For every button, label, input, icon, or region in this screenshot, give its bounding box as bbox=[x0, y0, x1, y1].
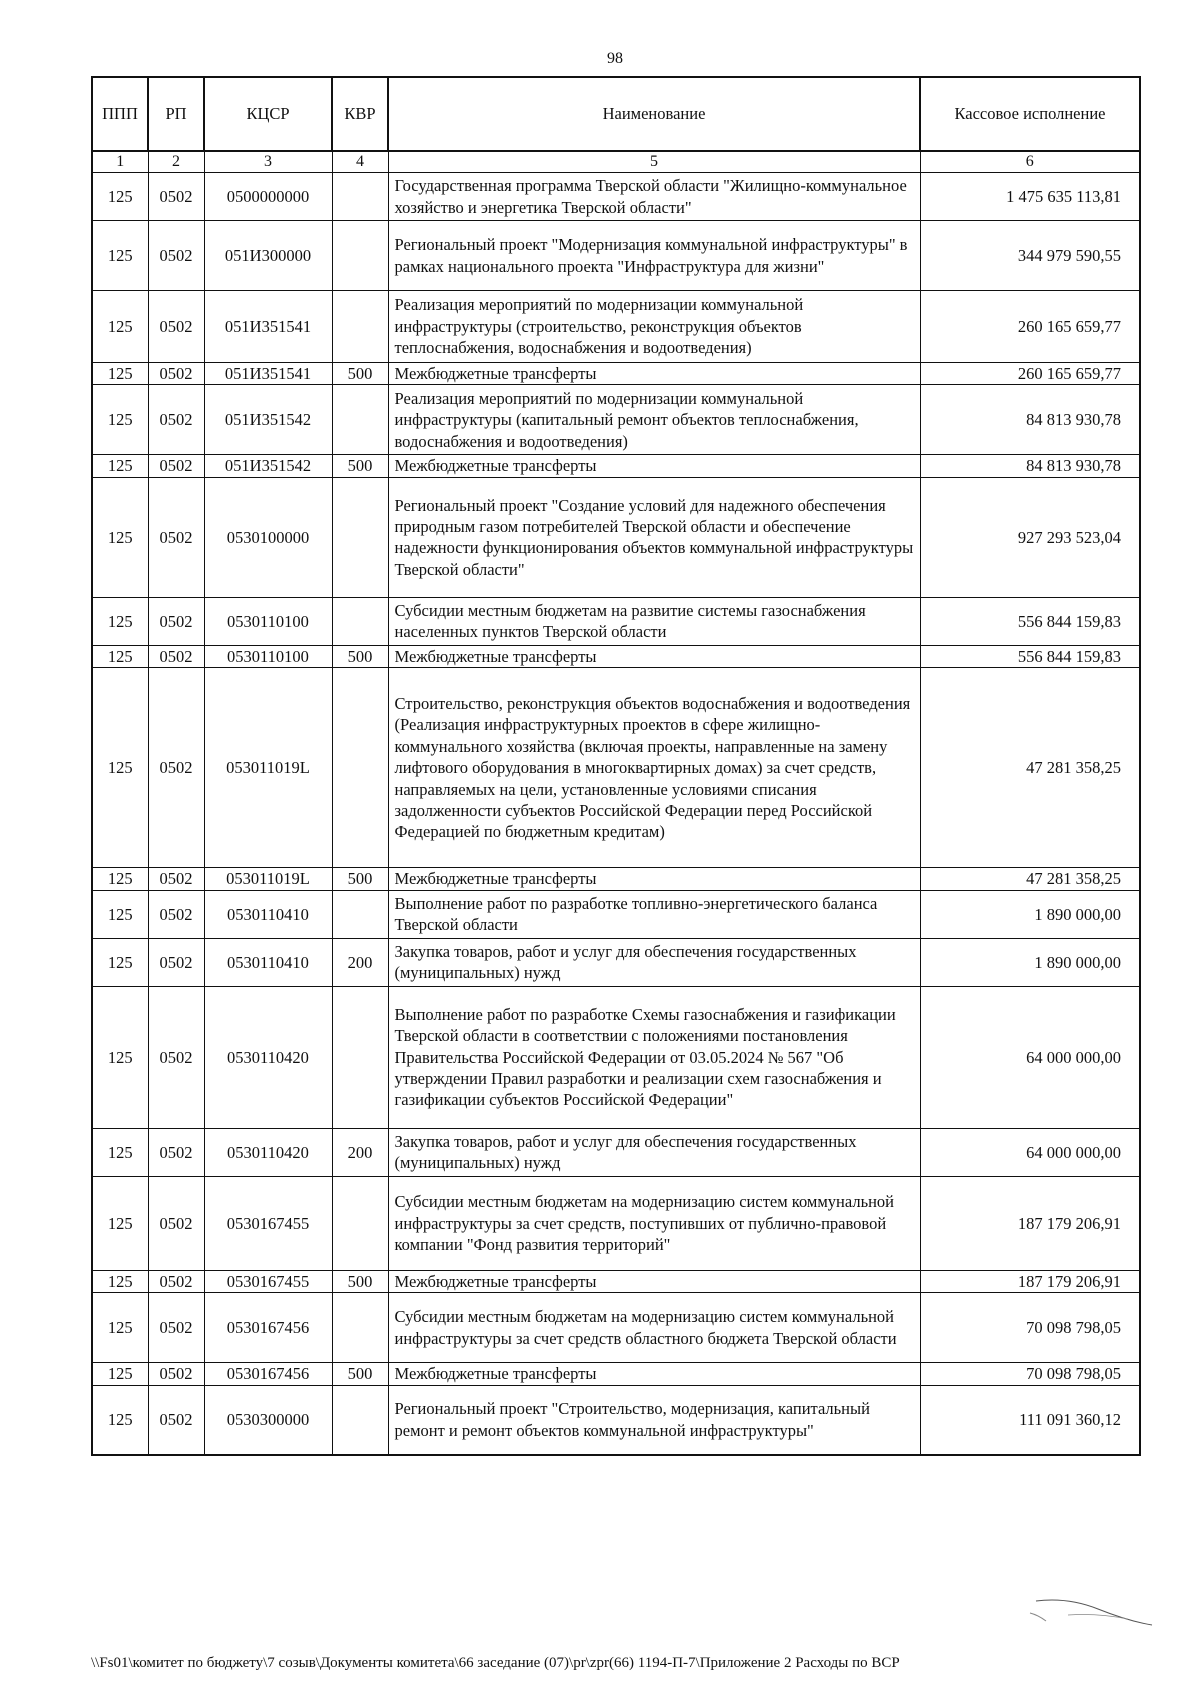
cell-name: Реализация мероприятий по модернизации коммунальной инфраструктуры (капитальный ремонт объектов теплоснабжения, водоснабжения и водоотведения) bbox=[388, 385, 920, 455]
table-row bbox=[92, 363, 1140, 385]
cell-ppp: 125 bbox=[92, 1363, 148, 1385]
cell-amount: 84 813 930,78 bbox=[920, 385, 1140, 455]
table-row bbox=[92, 668, 1140, 868]
cell-kcsr: 053011019L bbox=[204, 668, 332, 868]
column-number: 5 bbox=[388, 151, 920, 173]
cell-ppp: 125 bbox=[92, 868, 148, 890]
cell-kvr bbox=[332, 890, 388, 938]
cell-kcsr: 051И351542 bbox=[204, 385, 332, 455]
table-row bbox=[92, 1270, 1140, 1292]
column-header-ppp: ППП bbox=[92, 77, 148, 151]
cell-name: Государственная программа Тверской области "Жилищно-коммунальное хозяйство и энергетика Тверской области" bbox=[388, 173, 920, 221]
table-row bbox=[92, 385, 1140, 455]
cell-name: Межбюджетные трансферты bbox=[388, 645, 920, 667]
cell-name: Межбюджетные трансферты bbox=[388, 363, 920, 385]
cell-ppp: 125 bbox=[92, 890, 148, 938]
cell-amount: 1 890 000,00 bbox=[920, 890, 1140, 938]
table-row bbox=[92, 455, 1140, 477]
cell-kcsr: 0530167455 bbox=[204, 1176, 332, 1270]
cell-ppp: 125 bbox=[92, 1270, 148, 1292]
cell-amount: 187 179 206,91 bbox=[920, 1176, 1140, 1270]
cell-rp: 0502 bbox=[148, 1270, 204, 1292]
cell-rp: 0502 bbox=[148, 455, 204, 477]
cell-kvr bbox=[332, 477, 388, 597]
cell-amount: 260 165 659,77 bbox=[920, 291, 1140, 363]
table-row bbox=[92, 938, 1140, 986]
cell-rp: 0502 bbox=[148, 363, 204, 385]
cell-name: Субсидии местным бюджетам на развитие системы газоснабжения населенных пунктов Тверской области bbox=[388, 597, 920, 645]
table-row bbox=[92, 1293, 1140, 1363]
cell-rp: 0502 bbox=[148, 173, 204, 221]
cell-kvr bbox=[332, 221, 388, 291]
table-row bbox=[92, 890, 1140, 938]
cell-ppp: 125 bbox=[92, 455, 148, 477]
cell-kcsr: 0530100000 bbox=[204, 477, 332, 597]
cell-rp: 0502 bbox=[148, 1385, 204, 1455]
table-body bbox=[92, 173, 1140, 1456]
cell-kcsr: 051И351541 bbox=[204, 291, 332, 363]
table-row bbox=[92, 645, 1140, 667]
column-number: 3 bbox=[204, 151, 332, 173]
cell-amount: 64 000 000,00 bbox=[920, 1128, 1140, 1176]
cell-amount: 64 000 000,00 bbox=[920, 986, 1140, 1128]
signature-mark-icon bbox=[1028, 1595, 1158, 1635]
table-row bbox=[92, 477, 1140, 597]
cell-name: Межбюджетные трансферты bbox=[388, 1270, 920, 1292]
cell-name: Выполнение работ по разработке топливно-энергетического баланса Тверской области bbox=[388, 890, 920, 938]
column-header-kvr: КВР bbox=[332, 77, 388, 151]
cell-name: Субсидии местным бюджетам на модернизацию систем коммунальной инфраструктуры за счет средств областного бюджета Тверской области bbox=[388, 1293, 920, 1363]
cell-ppp: 125 bbox=[92, 1293, 148, 1363]
cell-name: Закупка товаров, работ и услуг для обеспечения государственных (муниципальных) нужд bbox=[388, 938, 920, 986]
cell-ppp: 125 bbox=[92, 986, 148, 1128]
cell-kcsr: 0530110410 bbox=[204, 938, 332, 986]
column-header-amount: Кассовое исполнение bbox=[920, 77, 1140, 151]
cell-kcsr: 0500000000 bbox=[204, 173, 332, 221]
cell-amount: 1 475 635 113,81 bbox=[920, 173, 1140, 221]
cell-kvr bbox=[332, 597, 388, 645]
cell-amount: 47 281 358,25 bbox=[920, 868, 1140, 890]
cell-name: Межбюджетные трансферты bbox=[388, 455, 920, 477]
table-row bbox=[92, 1128, 1140, 1176]
cell-kvr: 200 bbox=[332, 1128, 388, 1176]
cell-amount: 84 813 930,78 bbox=[920, 455, 1140, 477]
cell-amount: 70 098 798,05 bbox=[920, 1363, 1140, 1385]
cell-kvr bbox=[332, 291, 388, 363]
cell-name: Субсидии местным бюджетам на модернизацию систем коммунальной инфраструктуры за счет средств, поступивших от публично-правовой компании "Фонд развития территорий" bbox=[388, 1176, 920, 1270]
cell-kcsr: 0530300000 bbox=[204, 1385, 332, 1455]
cell-kcsr: 051И351541 bbox=[204, 363, 332, 385]
cell-kcsr: 0530110420 bbox=[204, 1128, 332, 1176]
cell-rp: 0502 bbox=[148, 1363, 204, 1385]
column-number: 4 bbox=[332, 151, 388, 173]
cell-name: Региональный проект "Модернизация коммунальной инфраструктуры" в рамках национального проекта "Инфраструктура для жизни" bbox=[388, 221, 920, 291]
cell-name: Региональный проект "Создание условий для надежного обеспечения природным газом потребителей Тверской области и обеспечение надежности функционирования объектов коммунальной инфраструктуры Тверской области" bbox=[388, 477, 920, 597]
cell-kvr bbox=[332, 1176, 388, 1270]
cell-kvr bbox=[332, 668, 388, 868]
cell-name: Реализация мероприятий по модернизации коммунальной инфраструктуры (строительство, реконструкция объектов теплоснабжения, водоснабжения и водоотведения) bbox=[388, 291, 920, 363]
expenditure-table bbox=[91, 76, 1141, 1456]
cell-rp: 0502 bbox=[148, 385, 204, 455]
cell-amount: 927 293 523,04 bbox=[920, 477, 1140, 597]
table-row bbox=[92, 221, 1140, 291]
cell-kvr bbox=[332, 173, 388, 221]
cell-name: Межбюджетные трансферты bbox=[388, 868, 920, 890]
cell-name: Строительство, реконструкция объектов водоснабжения и водоотведения (Реализация инфраструктурных проектов в сфере жилищно-коммунального хозяйства (включая проекты, направленные на замену лифтового оборудования в многоквартирных домах) за счет средств, направляемых на цели, установленные условиями списания задолженности субъектов Российской Федерации перед Российской Федерацией по бюджетным кредитам) bbox=[388, 668, 920, 868]
cell-kcsr: 0530110100 bbox=[204, 645, 332, 667]
cell-kvr: 500 bbox=[332, 1270, 388, 1292]
cell-ppp: 125 bbox=[92, 221, 148, 291]
cell-kcsr: 0530167456 bbox=[204, 1293, 332, 1363]
cell-ppp: 125 bbox=[92, 668, 148, 868]
table-row bbox=[92, 1176, 1140, 1270]
cell-amount: 111 091 360,12 bbox=[920, 1385, 1140, 1455]
cell-kvr: 500 bbox=[332, 868, 388, 890]
cell-ppp: 125 bbox=[92, 477, 148, 597]
column-number: 6 bbox=[920, 151, 1140, 173]
table-row bbox=[92, 291, 1140, 363]
cell-rp: 0502 bbox=[148, 1128, 204, 1176]
cell-ppp: 125 bbox=[92, 645, 148, 667]
cell-kcsr: 0530167456 bbox=[204, 1363, 332, 1385]
cell-rp: 0502 bbox=[148, 645, 204, 667]
cell-rp: 0502 bbox=[148, 668, 204, 868]
cell-kcsr: 051И300000 bbox=[204, 221, 332, 291]
cell-ppp: 125 bbox=[92, 1176, 148, 1270]
cell-kvr: 500 bbox=[332, 455, 388, 477]
cell-kcsr: 051И351542 bbox=[204, 455, 332, 477]
cell-name: Межбюджетные трансферты bbox=[388, 1363, 920, 1385]
page-number: 98 bbox=[607, 50, 623, 67]
cell-kcsr: 0530110100 bbox=[204, 597, 332, 645]
cell-amount: 47 281 358,25 bbox=[920, 668, 1140, 868]
cell-rp: 0502 bbox=[148, 291, 204, 363]
cell-kcsr: 0530110420 bbox=[204, 986, 332, 1128]
table-row bbox=[92, 986, 1140, 1128]
cell-kvr: 200 bbox=[332, 938, 388, 986]
cell-rp: 0502 bbox=[148, 890, 204, 938]
column-number: 1 bbox=[92, 151, 148, 173]
column-number-row bbox=[92, 151, 1140, 173]
cell-rp: 0502 bbox=[148, 477, 204, 597]
cell-rp: 0502 bbox=[148, 221, 204, 291]
cell-rp: 0502 bbox=[148, 938, 204, 986]
cell-kvr: 500 bbox=[332, 363, 388, 385]
cell-kvr bbox=[332, 1293, 388, 1363]
cell-amount: 556 844 159,83 bbox=[920, 597, 1140, 645]
cell-amount: 70 098 798,05 bbox=[920, 1293, 1140, 1363]
table-row bbox=[92, 597, 1140, 645]
footer-file-path: \\Fs01\комитет по бюджету\7 созыв\Документы комитета\66 заседание (07)\pr\zpr(66) 1194-П-7\Приложение 2 Расходы по ВСР bbox=[91, 1655, 900, 1671]
cell-ppp: 125 bbox=[92, 173, 148, 221]
cell-name: Региональный проект "Строительство, модернизация, капитальный ремонт и ремонт объектов коммунальной инфраструктуры" bbox=[388, 1385, 920, 1455]
cell-ppp: 125 bbox=[92, 1385, 148, 1455]
cell-amount: 187 179 206,91 bbox=[920, 1270, 1140, 1292]
table-row bbox=[92, 1363, 1140, 1385]
table-row bbox=[92, 173, 1140, 221]
cell-rp: 0502 bbox=[148, 1293, 204, 1363]
cell-ppp: 125 bbox=[92, 363, 148, 385]
cell-amount: 1 890 000,00 bbox=[920, 938, 1140, 986]
cell-kcsr: 053011019L bbox=[204, 868, 332, 890]
column-header-name: Наименование bbox=[388, 77, 920, 151]
column-header-kcsr: КЦСР bbox=[204, 77, 332, 151]
cell-rp: 0502 bbox=[148, 597, 204, 645]
cell-rp: 0502 bbox=[148, 1176, 204, 1270]
cell-kvr: 500 bbox=[332, 1363, 388, 1385]
table-row bbox=[92, 868, 1140, 890]
cell-kvr bbox=[332, 1385, 388, 1455]
cell-amount: 260 165 659,77 bbox=[920, 363, 1140, 385]
table-row bbox=[92, 1385, 1140, 1455]
cell-rp: 0502 bbox=[148, 868, 204, 890]
cell-kvr bbox=[332, 986, 388, 1128]
cell-kcsr: 0530167455 bbox=[204, 1270, 332, 1292]
column-number: 2 bbox=[148, 151, 204, 173]
table-header-row bbox=[92, 77, 1140, 151]
cell-ppp: 125 bbox=[92, 1128, 148, 1176]
cell-kcsr: 0530110410 bbox=[204, 890, 332, 938]
cell-kvr bbox=[332, 385, 388, 455]
column-header-rp: РП bbox=[148, 77, 204, 151]
cell-ppp: 125 bbox=[92, 385, 148, 455]
cell-name: Закупка товаров, работ и услуг для обеспечения государственных (муниципальных) нужд bbox=[388, 1128, 920, 1176]
cell-amount: 556 844 159,83 bbox=[920, 645, 1140, 667]
cell-ppp: 125 bbox=[92, 597, 148, 645]
cell-ppp: 125 bbox=[92, 938, 148, 986]
cell-ppp: 125 bbox=[92, 291, 148, 363]
cell-name: Выполнение работ по разработке Схемы газоснабжения и газификации Тверской области в соответствии с положениями постановления Правительства Российской Федерации от 03.05.2024 № 567 "Об утверждении Правил разработки и реализации схем газоснабжения и газификации субъектов Российской Федерации" bbox=[388, 986, 920, 1128]
cell-rp: 0502 bbox=[148, 986, 204, 1128]
cell-kvr: 500 bbox=[332, 645, 388, 667]
cell-amount: 344 979 590,55 bbox=[920, 221, 1140, 291]
